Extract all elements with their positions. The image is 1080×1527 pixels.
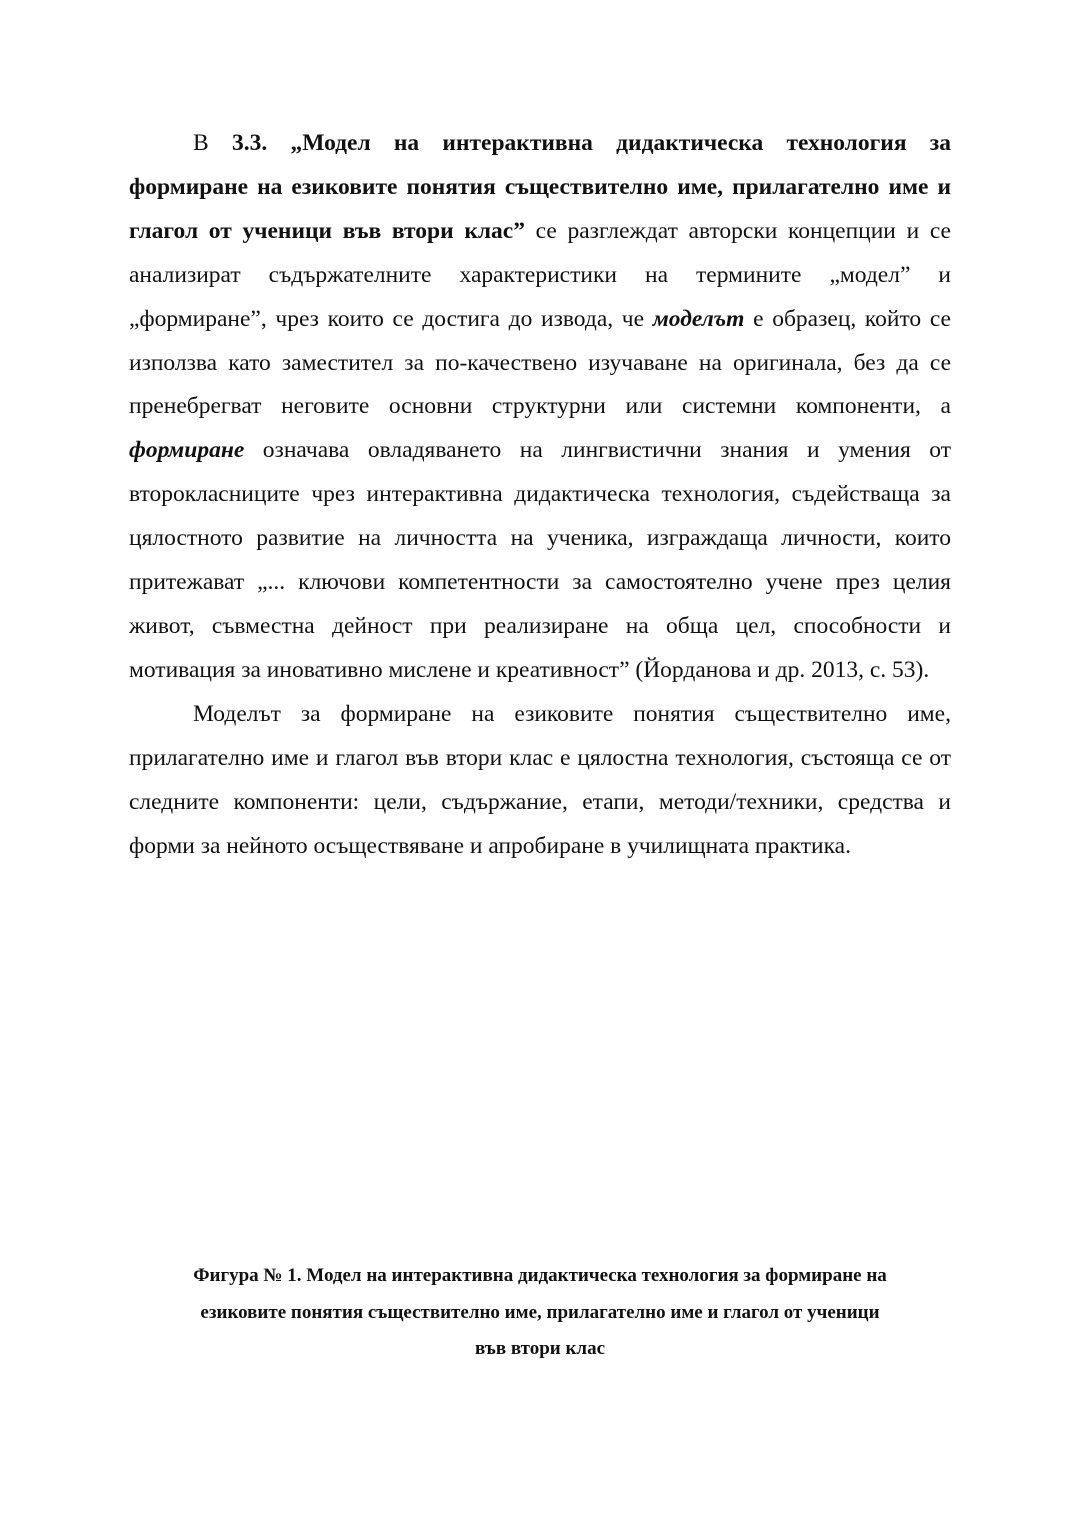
- body-text: [129, 122, 951, 868]
- figure-caption-line-2: езиковите понятия съществително име, прилагателно име и глагол от ученици: [200, 1301, 880, 1323]
- paragraph-1-text-a: се разглеждат авторски концепции и се анализират съдържателните характеристики на термините „модел” и „формиране”, чрез които се достига до извода, че: [129, 217, 951, 332]
- section-title: 3.3. „Модел на интерактивна дидактическа технология за формиране на езиковите понятия съществително име, прилагателно име и глагол от ученици във втори клас”: [129, 130, 951, 244]
- term-model: моделът: [652, 305, 745, 332]
- figure-caption-line-1: Фигура № 1. Модел на интерактивна дидактическа технология за формиране на: [193, 1265, 887, 1286]
- paragraph-2: Моделът за формиране на езиковите понятия съществително име, прилагателно име и глагол във втори клас е цялостна технология, състояща се от следните компоненти: цели, съдържание, етапи, методи/техники, средства и форми за нейното осъществяване и апробиране в училищната практика.: [129, 700, 951, 859]
- paragraph-1: [129, 122, 951, 693]
- figure-caption: [130, 1258, 950, 1368]
- term-formirane: формиране: [129, 437, 245, 464]
- paragraph-1-text-c: означава овладяването на лингвистични знания и умения от второкласниците чрез интерактивна дидактическа технология, съдействаща за цялостното развитие на личността на ученика, изграждаща личности, които притежават „... ключови компетентности за самостоятелно учене през целия живот, съвместна дейност при реализиране на обща цел, способности и мотивация за иновативно мислене и креативност” (Йорданова и др. 2013, с. 53).: [129, 437, 951, 683]
- paragraph-1-text-b: е образец, който се използва като заместител за по-качествено изучаване на оригинала, без да се пренебрегват неговите основни структурни или системни компоненти, а: [129, 305, 951, 420]
- figure-caption-line-3: във втори клас: [474, 1338, 606, 1359]
- paragraph-1-intro: В: [193, 130, 232, 156]
